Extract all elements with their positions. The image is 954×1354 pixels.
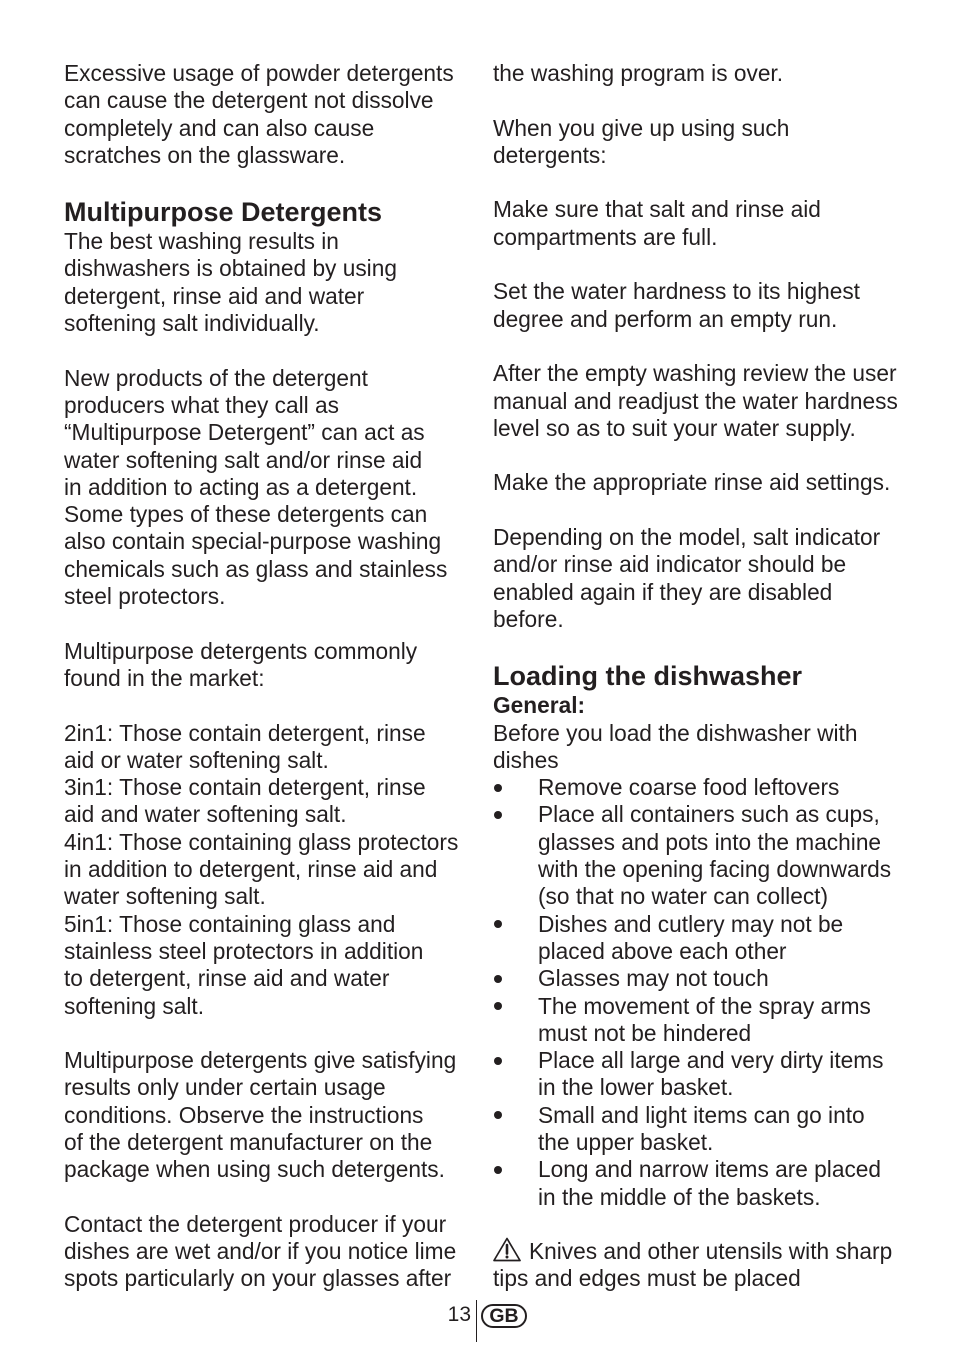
bullet-list — [493, 774, 913, 1211]
paragraph — [493, 115, 913, 170]
right-column — [493, 60, 913, 1293]
text-line: Make the appropriate rinse aid settings. — [493, 469, 891, 496]
text-line: before. — [493, 605, 564, 632]
bullet-item — [493, 993, 913, 1048]
text-line: detergent, rinse aid and water — [64, 282, 365, 309]
bullet-icon — [494, 920, 502, 928]
left-column — [64, 60, 484, 1293]
bullet-item — [493, 965, 913, 992]
section-heading: Multipurpose Detergents — [64, 197, 383, 228]
text-line: aid or water softening salt. — [64, 746, 329, 773]
text-line: chemicals such as glass and stainless — [64, 555, 448, 582]
text-line: Dishes and cutlery may not be — [538, 910, 844, 937]
text-line: Set the water hardness to its highest — [493, 278, 860, 305]
text-line: water softening salt. — [64, 883, 266, 910]
paragraph — [493, 60, 913, 87]
bullet-icon — [494, 1111, 502, 1119]
text-line: 4in1: Those containing glass protectors — [64, 828, 459, 855]
text-line: in the middle of the baskets. — [538, 1183, 821, 1210]
text-line: Remove coarse food leftovers — [538, 774, 840, 801]
text-line: also contain special-purpose washing — [64, 528, 442, 555]
bullet-icon — [494, 811, 502, 819]
text-line: softening salt. — [64, 992, 204, 1019]
text-line: conditions. Observe the instructions — [64, 1101, 424, 1128]
text-line: dishes are wet and/or if you notice lime — [64, 1238, 457, 1265]
warning-note — [493, 1238, 913, 1293]
bullet-icon — [494, 1166, 502, 1174]
text-line: Place all containers such as cups, — [538, 801, 880, 828]
text-line: Multipurpose detergents give satisfying — [64, 1047, 457, 1074]
text-line: in addition to detergent, rinse aid and — [64, 856, 438, 883]
page-number: 13 — [447, 1303, 471, 1326]
paragraph — [493, 278, 913, 333]
text-line: package when using such detergents. — [64, 1156, 445, 1183]
paragraph — [493, 720, 913, 775]
bullet-item — [493, 801, 913, 910]
text-line: Multipurpose detergents commonly — [64, 637, 418, 664]
text-line: Small and light items can go into — [538, 1101, 865, 1128]
text-line: Long and narrow items are placed — [538, 1156, 882, 1183]
text-line: glasses and pots into the machine — [538, 828, 882, 855]
text-line: with the opening facing downwards — [538, 856, 892, 883]
text-line: compartments are full. — [493, 223, 718, 250]
text-line: producers what they call as — [64, 391, 339, 418]
text-line: 2in1: Those contain detergent, rinse — [64, 719, 426, 746]
text-line: (so that no water can collect) — [538, 883, 829, 910]
text-line: to detergent, rinse aid and water — [64, 965, 390, 992]
text-line: enabled again if they are disabled — [493, 578, 833, 605]
bullet-item — [493, 1047, 913, 1102]
paragraph — [64, 638, 484, 693]
warning-icon — [493, 1237, 521, 1262]
text-line: found in the market: — [64, 664, 265, 691]
text-line: The movement of the spray arms — [538, 992, 871, 1019]
text-line: can cause the detergent not dissolve — [64, 87, 434, 114]
paragraph — [64, 365, 484, 611]
text-line: When you give up using such — [493, 114, 790, 141]
text-line: steel protectors. — [64, 583, 226, 610]
bullet-item — [493, 1156, 913, 1211]
bullet-icon — [494, 1057, 502, 1065]
text-line: “Multipurpose Detergent” can act as — [64, 419, 425, 446]
text-line: detergents: — [493, 141, 607, 168]
text-line: must not be hindered — [538, 1019, 752, 1046]
text-line: 5in1: Those containing glass and — [64, 910, 396, 937]
text-line: in the lower basket. — [538, 1074, 734, 1101]
text-line: 3in1: Those contain detergent, rinse — [64, 774, 426, 801]
bullet-icon — [494, 975, 502, 983]
subheading: General: — [493, 692, 586, 719]
text-line: Contact the detergent producer if your — [64, 1210, 447, 1237]
text-line: After the empty washing review the user — [493, 360, 897, 387]
footer-divider — [476, 1300, 477, 1342]
text-line: the washing program is over. — [493, 60, 784, 86]
text-line: Before you load the dishwasher with — [493, 719, 858, 746]
text-line: and/or rinse aid indicator should be — [493, 551, 847, 578]
text-line: Glasses may not touch — [538, 965, 769, 992]
text-line: The best washing results in — [64, 228, 339, 255]
text-line: New products of the detergent — [64, 364, 368, 391]
bullet-item — [493, 911, 913, 966]
paragraph — [493, 196, 913, 251]
text-line: Make sure that salt and rinse aid — [493, 196, 821, 223]
paragraph — [64, 1047, 484, 1183]
bullet-icon — [494, 784, 502, 792]
text-line: dishes — [493, 746, 559, 773]
language-badge: GB — [481, 1304, 527, 1328]
text-line: the upper basket. — [538, 1128, 714, 1155]
text-line: softening salt individually. — [64, 310, 320, 337]
paragraph — [64, 720, 484, 1020]
paragraph — [64, 60, 484, 169]
text-line: stainless steel protectors in addition — [64, 937, 424, 964]
text-line: level so as to suit your water supply. — [493, 414, 856, 441]
bullet-icon — [494, 1002, 502, 1010]
text-line: Place all large and very dirty items — [538, 1047, 884, 1074]
text-line: results only under certain usage — [64, 1074, 386, 1101]
text-line: Depending on the model, salt indicator — [493, 524, 881, 551]
text-line: of the detergent manufacturer on the — [64, 1128, 433, 1155]
paragraph — [64, 228, 484, 337]
text-line: dishwashers is obtained by using — [64, 255, 397, 282]
text-line: spots particularly on your glasses after — [64, 1265, 452, 1292]
paragraph — [493, 524, 913, 633]
text-line: scratches on the glassware. — [64, 141, 346, 168]
bullet-item — [493, 774, 913, 801]
text-line: manual and readjust the water hardness — [493, 387, 898, 414]
text-line: placed above each other — [538, 937, 787, 964]
text-line: tips and edges must be placed — [493, 1265, 801, 1292]
paragraph — [493, 360, 913, 442]
text-line: Excessive usage of powder detergents — [64, 60, 454, 86]
text-line: Knives and other utensils with sharp — [529, 1238, 893, 1265]
bullet-item — [493, 1102, 913, 1157]
text-line: water softening salt and/or rinse aid — [64, 446, 423, 473]
section-heading: Loading the dishwasher — [493, 661, 803, 692]
paragraph — [64, 1211, 484, 1293]
text-line: completely and can also cause — [64, 114, 375, 141]
text-line: aid and water softening salt. — [64, 801, 347, 828]
text-line: degree and perform an empty run. — [493, 305, 838, 332]
paragraph — [493, 469, 913, 496]
text-line: Some types of these detergents can — [64, 501, 428, 528]
text-line: in addition to acting as a detergent. — [64, 473, 418, 500]
